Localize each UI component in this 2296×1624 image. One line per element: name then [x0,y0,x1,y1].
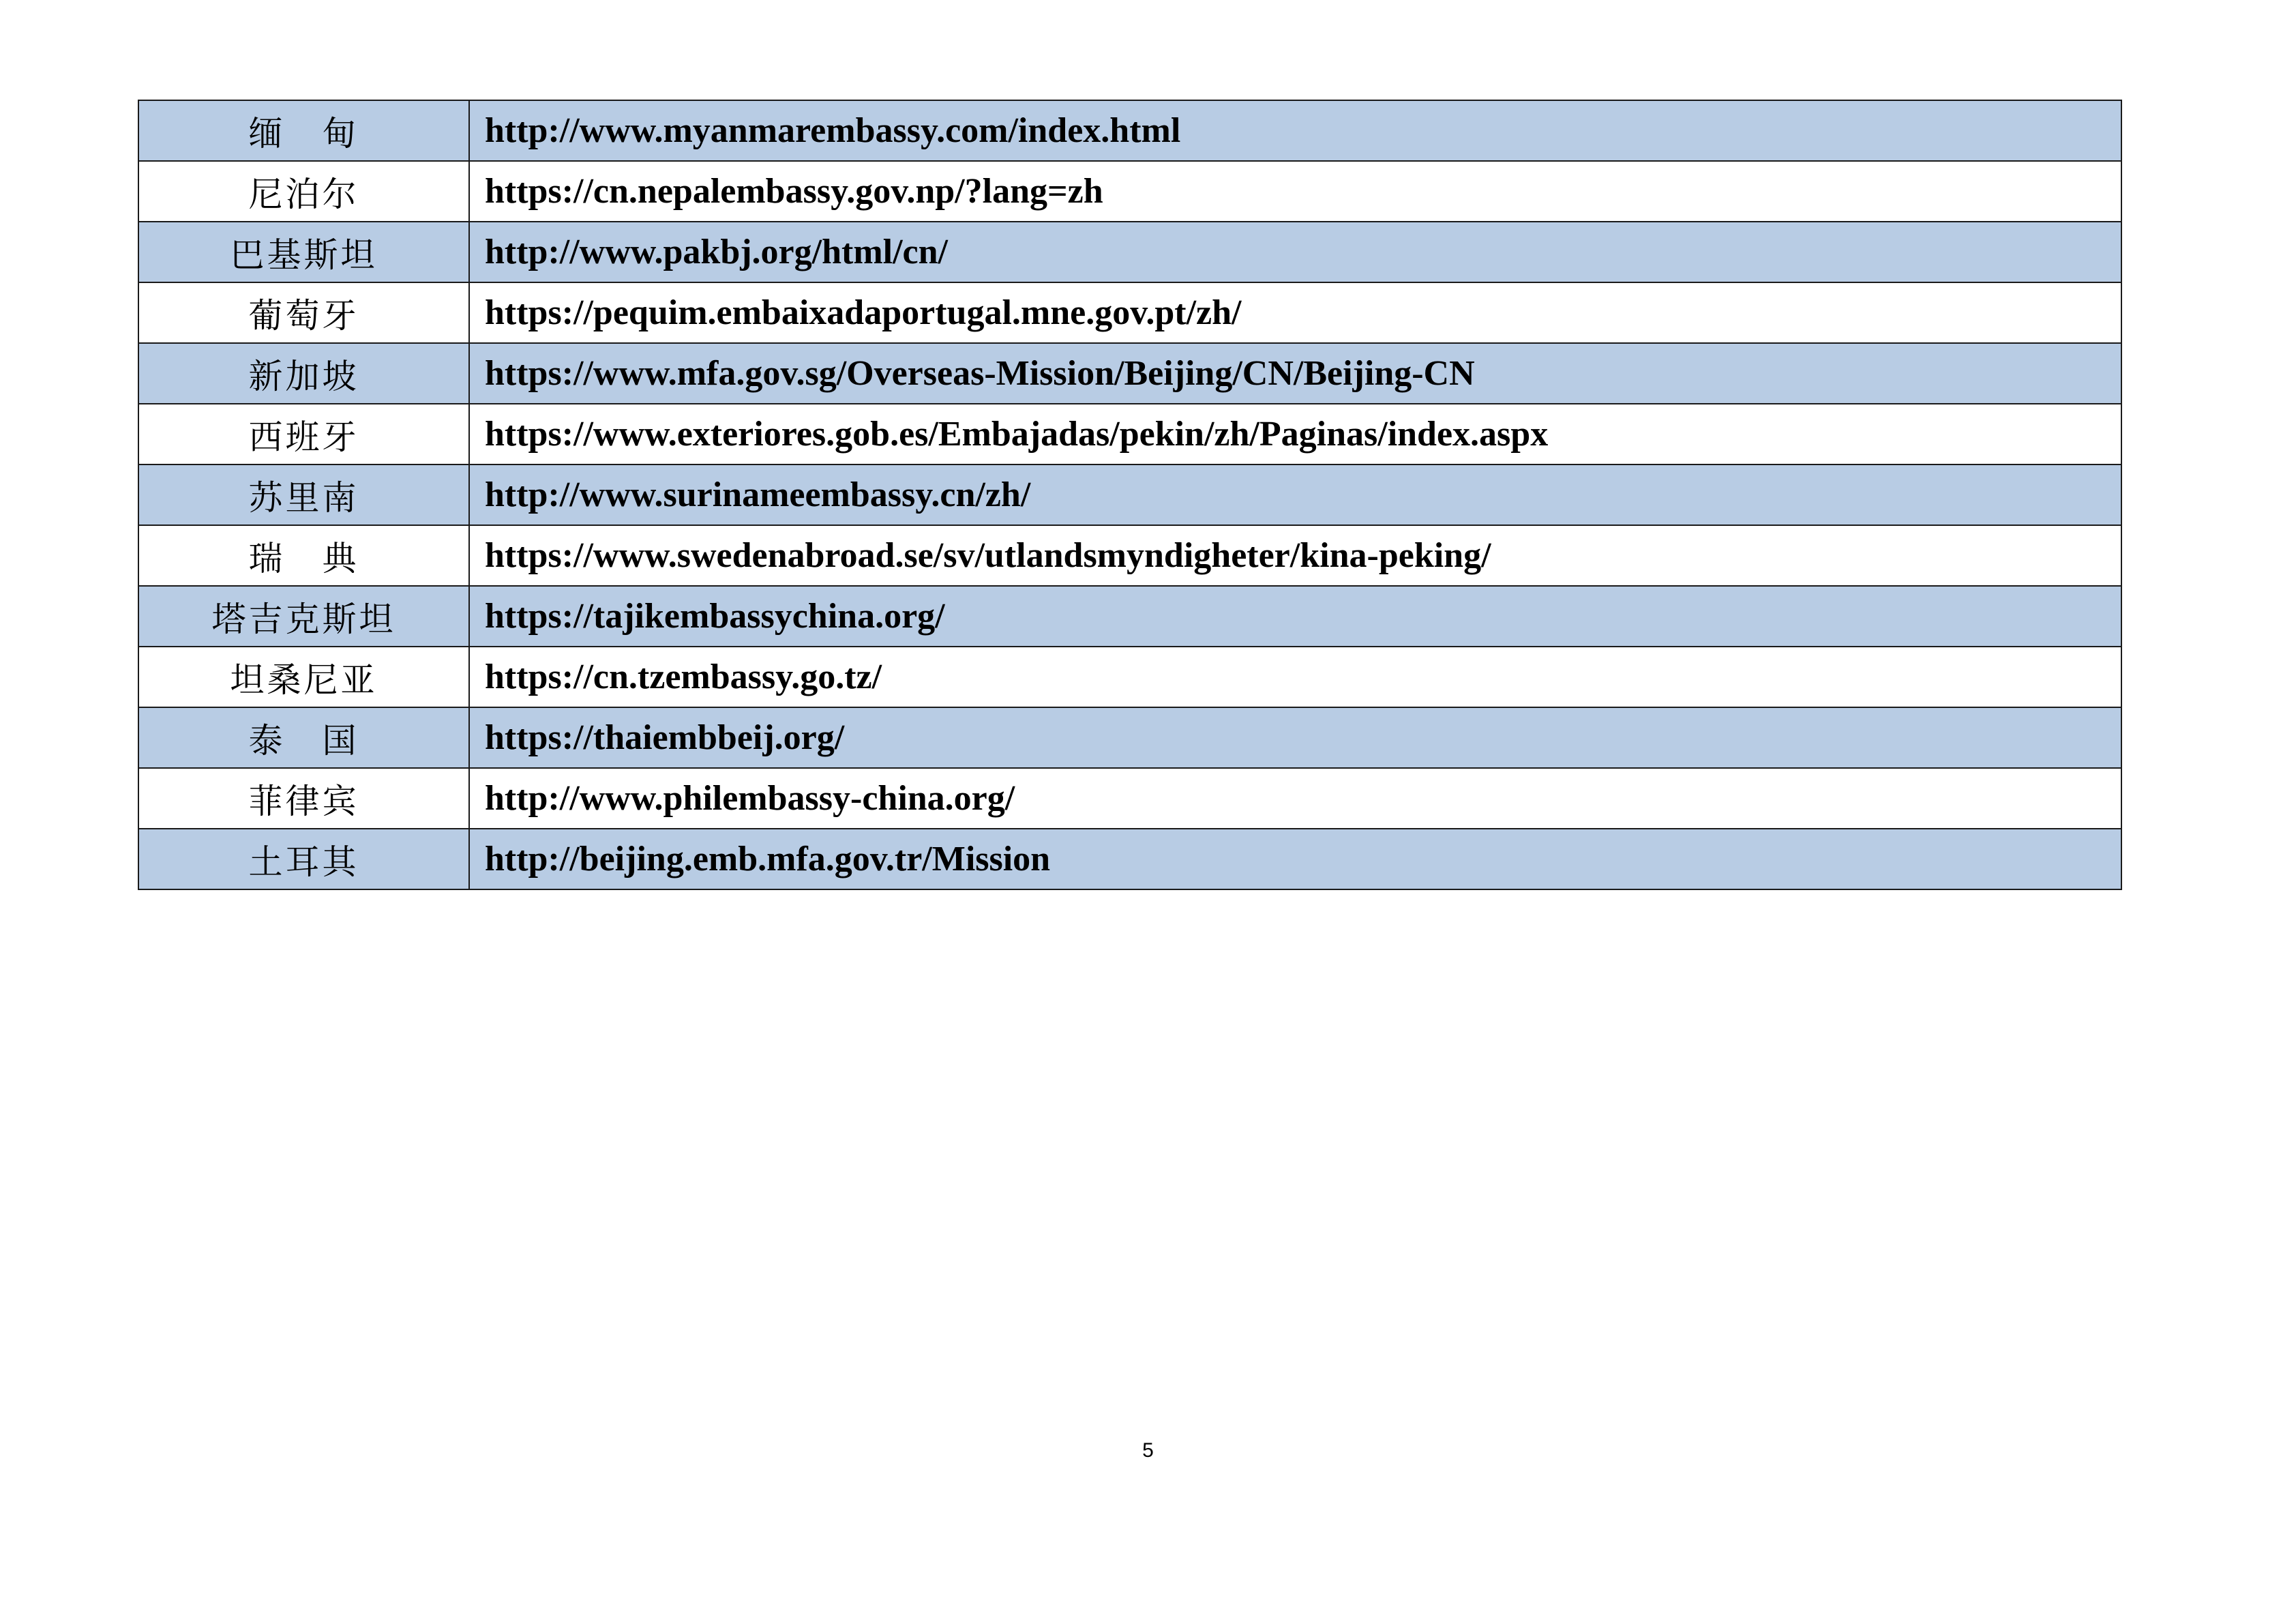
country-name: 葡萄牙 [138,282,469,343]
embassy-url: https://cn.tzembassy.go.tz/ [469,647,2121,707]
embassy-url: https://www.swedenabroad.se/sv/utlandsmyndigheter/kina-peking/ [469,525,2121,586]
country-name: 巴基斯坦 [138,222,469,282]
embassy-url: http://www.myanmarembassy.com/index.html [469,100,2121,161]
embassy-url: https://pequim.embaixadaportugal.mne.gov.pt/zh/ [469,282,2121,343]
embassy-url: http://www.pakbj.org/html/cn/ [469,222,2121,282]
embassy-url: https://www.mfa.gov.sg/Overseas-Mission/Beijing/CN/Beijing-CN [469,343,2121,404]
embassy-url: https://cn.nepalembassy.gov.np/?lang=zh [469,161,2121,222]
embassy-url: http://www.surinameembassy.cn/zh/ [469,464,2121,525]
embassy-url: http://beijing.emb.mfa.gov.tr/Mission [469,829,2121,889]
table-row [138,525,2121,586]
table-row [138,647,2121,707]
table-row [138,586,2121,647]
country-name: 缅 甸 [138,100,469,161]
table-row [138,343,2121,404]
country-name: 瑞 典 [138,525,469,586]
table-row [138,161,2121,222]
page-number: 5 [1142,1439,1154,1462]
table-row [138,100,2121,161]
table-row [138,829,2121,889]
embassy-url: http://www.philembassy-china.org/ [469,768,2121,829]
embassy-website-table [138,100,2122,890]
embassy-url: https://www.exteriores.gob.es/Embajadas/pekin/zh/Paginas/index.aspx [469,404,2121,464]
country-name: 新加坡 [138,343,469,404]
country-name: 泰 国 [138,707,469,768]
country-name: 土耳其 [138,829,469,889]
table-row [138,404,2121,464]
table-row [138,222,2121,282]
country-name: 苏里南 [138,464,469,525]
embassy-url: https://tajikembassychina.org/ [469,586,2121,647]
country-name: 塔吉克斯坦 [138,586,469,647]
country-name: 菲律宾 [138,768,469,829]
country-name: 西班牙 [138,404,469,464]
country-name: 尼泊尔 [138,161,469,222]
country-name: 坦桑尼亚 [138,647,469,707]
table-row [138,282,2121,343]
table-row [138,707,2121,768]
embassy-url: https://thaiembbeij.org/ [469,707,2121,768]
table-row [138,464,2121,525]
table-row [138,768,2121,829]
